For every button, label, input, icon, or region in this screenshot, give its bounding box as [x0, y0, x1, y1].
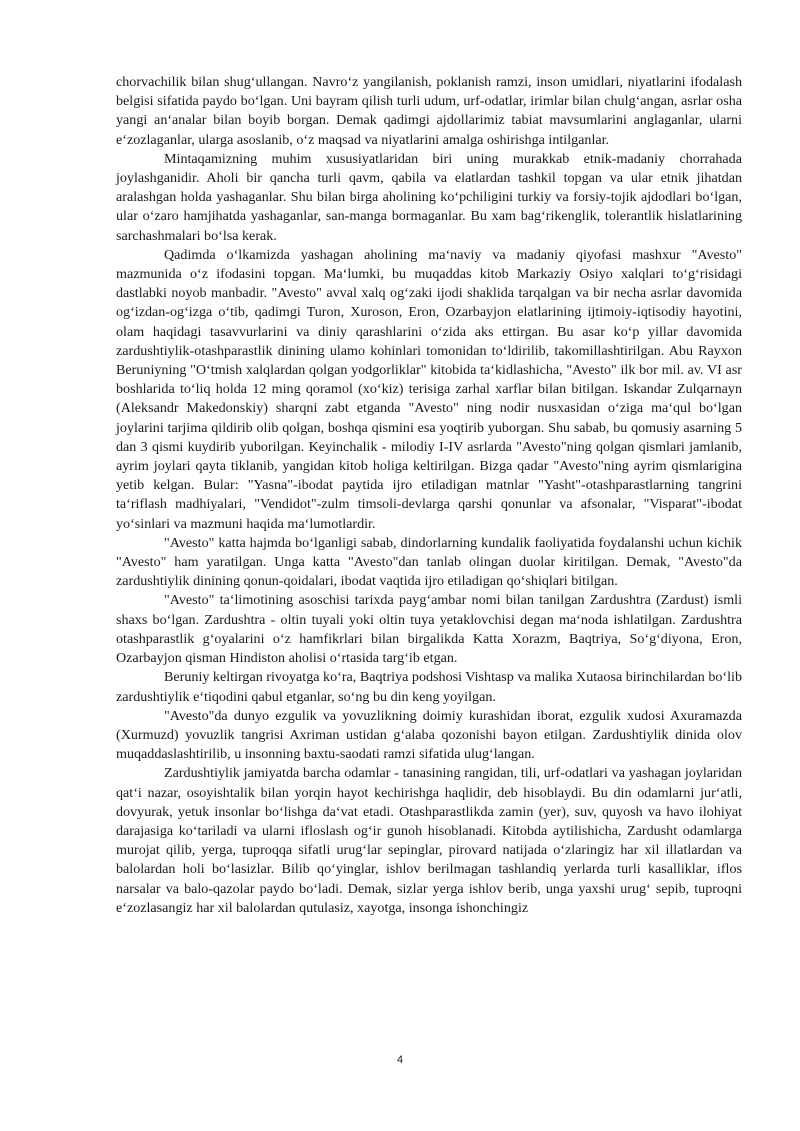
- paragraph-small-avesto: "Avesto" katta hajmda bo‘lganligi sabab, dindorlarning kundalik faoliyatida foydalanshi uchun kichik "Avesto" ham yaratilgan. Unga katta "Avesto"dan tanlab olingan duolar kiritilgan. Demak, "Avesto"da zardushtiylik dinining qonun-qoidalari, ibodat vaqtida ijro etiladigan qo‘shiqlari bitilgan.: [116, 534, 742, 590]
- paragraph-beruniy-legend: Beruniy keltirgan rivoyatga ko‘ra, Baqtriya podshosi Vishtasp va malika Xutaosa birinchilardan bo‘lib zardushtiylik e‘tiqodini qabul etganlar, so‘ng bu din keng yoyilgan.: [116, 669, 742, 705]
- paragraph-zardushtra: "Avesto" ta‘limotining asoschisi tarixda payg‘ambar nomi bilan tanilgan Zardushtra (Zardust) ismli shaxs bo‘lgan. Zardushtra - oltin tuyali yoki oltin tuya yetaklovchisi degan ma‘noda ishlatilgan. Zardushtra otashparastlik g‘oyalarini o‘z hamfikrlari bilan birgalikda Katta Xorazm, Baqtriya, So‘g‘diyona, Eron, Ozarbayjon qisman Hindiston aholisi o‘rtasida targ‘ib etgan.: [116, 592, 742, 667]
- document-body: [116, 73, 742, 918]
- paragraph-zoroastrian-society: Zardushtiylik jamiyatda barcha odamlar - tanasining rangidan, tili, urf-odatlari va yashagan joylaridan qat‘i nazar, osoyishtalik bilan yorqin hayot kechirishga haqlidir, deb hisoblaydi. Bu din odamlarni jur‘atli, dovyurak, yetuk insonlar bo‘lishga da‘vat etadi. Otashparastlikda zamin (yer), suv, quyosh va havo ilohiyat darajasiga ko‘tariladi va ularni ifloslash og‘ir gunoh hisoblanadi. Kitobda aytilishicha, Zardusht odamlarga murojat qilib, yerga, tuproqqa sifatli urug‘lar sepinglar, pirovard natijada o‘zlaringiz har xil illatlardan va balolardan holi bo‘lasizlar. Bilib qo‘yinglar, ishlov berilmagan tashlandiq yerlarda turli kasalliklar, iflos narsalar va balo-qazolar paydo bo‘ladi. Demak, sizlar yerga ishlov berib, unga yaxshi urug‘ sepib, tuproqni e‘zozlasangiz har xil balolardan qutulasiz, xayotga, insonga ishonchingiz: [116, 765, 742, 916]
- paragraph-good-and-evil: "Avesto"da dunyo ezgulik va yovuzlikning doimiy kurashidan iborat, ezgulik xudosi Axuramazda (Xurmuzd) yovuzlik tangrisi Axriman ustidan g‘alaba qozonishi bayon etilgan. Zardushtiylik dinida olov muqaddaslashtirilib, u insonning baxtu-saodati ramzi sifatida ulug‘langan.: [116, 707, 742, 763]
- paragraph-navruz-continued: chorvachilik bilan shug‘ullangan. Navro‘z yangilanish, poklanish ramzi, inson umidlari, niyatlarini ifodalash belgisi sifatida paydo bo‘lgan. Uni bayram qilish turli udum, urf-odatlar, irimlar bilan chulg‘angan, asrlar osha yangi an‘analar bilan boyib borgan. Demak qadimgi ajdollarimiz tabiat mavsumlarini anglaganlar, ularni e‘zozlaganlar, ularga asoslanib, o‘z maqsad va niyatlarini amalga oshirishga intilganlar.: [116, 74, 742, 148]
- paragraph-ethnic-crossroads: Mintaqamizning muhim xususiyatlaridan biri uning murakkab etnik-madaniy chorrahada joylashganidir. Aholi bir qancha turli qavm, qabila va elatlardan tashkil topgan va ular etnik jihatdan aralashgan holda yashaganlar. Shu bilan birga aholining ko‘pchiligini turkiy va forsiy-tojik ajdodlari bo‘lgan, ular o‘zaro hamjihatda yashaganlar, san-manga bormaganlar. Bu xam bag‘rikenglik, tolerantlik hislatlarining sarchashmalari bo‘lsa kerak.: [116, 150, 742, 244]
- page-number: 4: [396, 1054, 404, 1066]
- paragraph-avesto-origins: Qadimda o‘lkamizda yashagan aholining ma‘naviy va madaniy qiyofasi mashxur "Avesto" mazmunida o‘z ifodasini topgan. Ma‘lumki, bu muqaddas kitob Markaziy Osiyo xalqlari to‘g‘risidagi dastlabki noyob manbadir. "Avesto" avval xalq og‘zaki ijodi shaklida tarqalgan va bir necha asrlar davomida og‘izdan-og‘izga o‘tib, qadimgi Turon, Xuroson, Eron, Ozarbayjon elatlarining ijtimoiy-iqtisodiy hayotini, olam haqidagi tasavvurlarini va diniy qarashlarini o‘zida aks ettirgan. Bu asar ko‘p yillar davomida zardushtiylik-otashparastlik dinining ulamo kohinlari tomonidan to‘ldirilib, takomillashtirilgan. Abu Rayxon Beruniyning "O‘tmish xalqlardan qolgan yodgorliklar" kitobida ta‘kidlashicha, "Avesto" ilk bor mil. av. VI asr boshlarida to‘liq holda 12 ming qoramol (xo‘kiz) terisiga zarhal xarflar bilan bitilgan. Iskandar Zulqarnayn (Aleksandr Makedonskiy) sharqni zabt etganda "Avesto" ning nodir nusxasidan o‘ziga ma‘qul bo‘lgan joylarini tarjima qildirib olib qolgan, boshqa qismini esa yoqtirib yuborgan. Shu sabab, bu qomusiy asarning 5 dan 3 qismi kuydirib yuborilgan. Keyinchalik - milodiy I-IV asrlarda "Avesto"ning qolgan qismlari jamlanib, ayrim joylari qayta tiklanib, yangidan kitob holiga keltirilgan. Bizga qadar "Avesto"ning ayrim qismlarigina yetib kelgan. Bular: "Yasna"-ibodat paytida ijro etiladigan matnlar "Yasht"-otashparastlarning tangrini ta‘riflash madhiyalari, "Vendidot"-zulm timsoli-devlarga qarshi qonunlar va afsonalar, "Visparat"-ibodat yo‘sinlari va mazmuni haqida ma‘lumotlardir.: [116, 246, 742, 532]
